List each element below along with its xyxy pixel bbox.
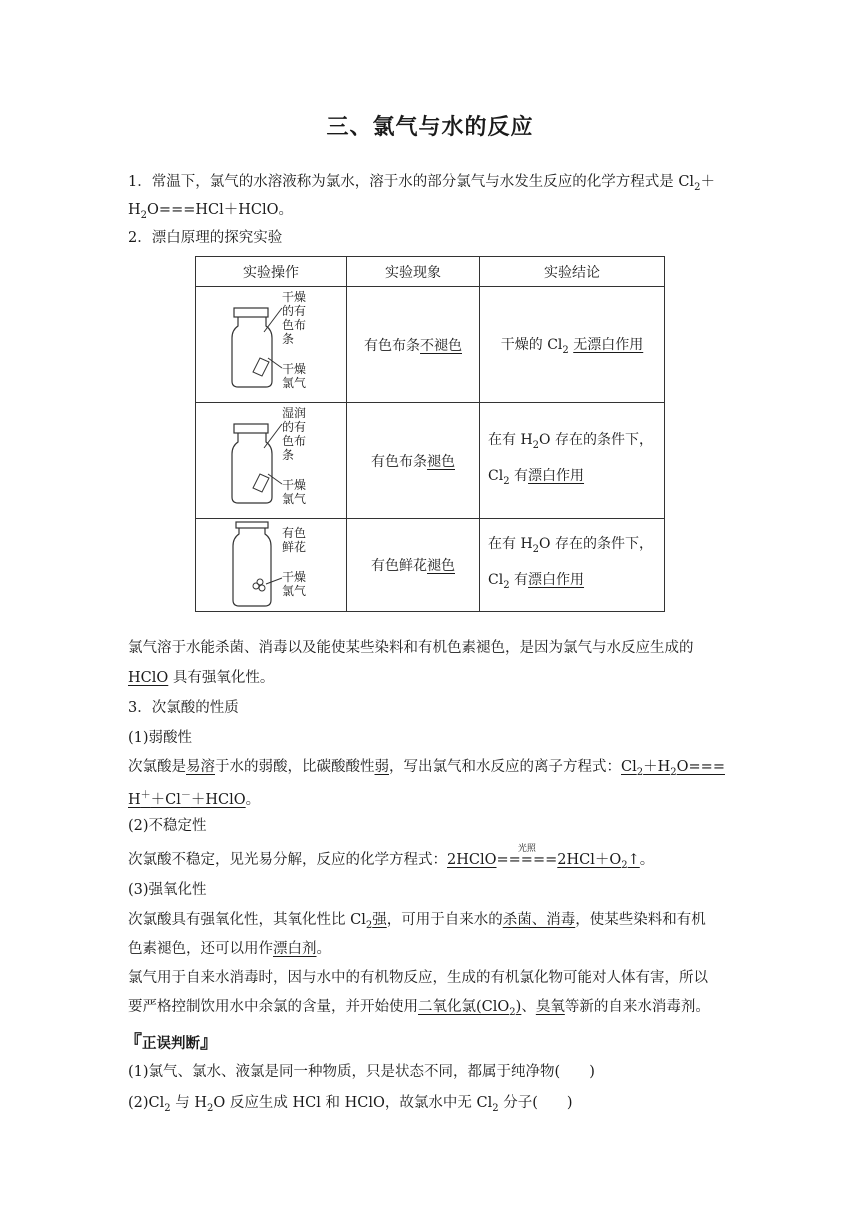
phenomenon-cell: 有色布条不褪色 xyxy=(347,287,480,403)
subsection-3-1-line-2: H＋＋Cl－＋HClO。 xyxy=(128,790,261,808)
bottle-figure xyxy=(196,404,346,518)
subsection-3-3-line-2: 色素褪色，还可以用作漂白剂。 xyxy=(128,941,331,957)
conclusion-cell: 在有 $H_2O$ 存在的条件下， $Cl_2$ 有漂白作用 xyxy=(480,519,665,612)
section-3-heading: 3．次氯酸的性质 xyxy=(128,700,239,716)
judgement-heading: 『正误判断』 xyxy=(124,1032,218,1053)
subsection-3-2-heading: (2)不稳定性 xyxy=(128,818,207,834)
operation-figure-cell xyxy=(196,287,347,403)
table-row xyxy=(196,287,665,403)
paragraph-1-line-2: $H_2O===HCl+HClO$。 xyxy=(128,202,294,221)
subsection-3-2-line: 次氯酸不稳定，见光易分解，反应的化学方程式：2HClO 光照 $=====2HCl+O_2↑$。 xyxy=(128,844,655,871)
section-title: 三、氯气与水的反应 xyxy=(326,115,534,140)
judgement-item-1: (1)氯气、氯水、液氯是同一种物质，只是状态不同，都属于纯净物( ) xyxy=(128,1064,595,1080)
operation-figure-cell xyxy=(196,519,347,612)
conclusion-cell: 干燥的 $Cl_2$ 无漂白作用 xyxy=(480,287,665,403)
phenomenon-cell: 有色布条褪色 xyxy=(347,403,480,519)
figure-label-bottom: 干燥 氯气 xyxy=(282,569,307,598)
figure-label-top: 干燥 的有 色布 条 xyxy=(282,289,307,346)
figure-label-bottom: 干燥 氯气 xyxy=(282,361,307,390)
experiment-table xyxy=(195,256,665,612)
bottle-figure xyxy=(196,520,346,611)
bottle-with-cloth-icon xyxy=(196,404,346,518)
table-header-cell: 实验操作 xyxy=(196,257,347,287)
subsection-3-1-heading: (1)弱酸性 xyxy=(128,730,193,746)
operation-figure-cell xyxy=(196,403,347,519)
table-header-cell: 实验现象 xyxy=(347,257,480,287)
table-row xyxy=(196,519,665,612)
figure-label-bottom: 干燥 氯气 xyxy=(282,477,307,506)
judgement-item-2: $(2)Cl_2$ 与 $H_2O$ 反应生成 HCl 和 HClO，故氯水中无 $Cl_2$ 分子( ) xyxy=(128,1095,573,1114)
figure-label-top: 有色 鲜花 xyxy=(282,525,307,554)
table-header-cell: 实验结论 xyxy=(480,257,665,287)
bottle-with-flower-icon xyxy=(196,520,346,611)
paragraph-3-line-2: HClO 具有强氧化性。 xyxy=(128,670,275,686)
paragraph-1-line-1: 1．常温下，氯气的水溶液称为氯水，溶于水的部分氯气与水发生反应的化学方程式是 $Cl_2+$ xyxy=(128,174,715,193)
subsection-3-1-line-1: 次氯酸是易溶于水的弱酸，比碳酸酸性弱，写出氯气和水反应的离子方程式：$Cl_2+H_2O===$ xyxy=(128,759,725,778)
paragraph-2-heading: 2．漂白原理的探究实验 xyxy=(128,230,283,246)
figure-label-top: 湿润 的有 色布 条 xyxy=(282,405,307,462)
table-header-row xyxy=(196,257,665,287)
bottle-with-cloth-icon xyxy=(196,288,346,402)
paragraph-4-line-1: 氯气用于自来水消毒时，因与水中的有机物反应，生成的有机氯化物可能对人体有害，所以 xyxy=(128,970,708,986)
paragraph-4-line-2: 要严格控制饮用水中余氯的含量，并开始使用二氧化氯(ClO$_2$)、臭氧等新的自来水消毒剂。 xyxy=(128,999,710,1018)
table-row xyxy=(196,403,665,519)
subsection-3-3-heading: (3)强氧化性 xyxy=(128,882,207,898)
conclusion-cell: 在有 $H_2O$ 存在的条件下， $Cl_2$ 有漂白作用 xyxy=(480,403,665,519)
subsection-3-3-line-1: 次氯酸具有强氧化性，其氧化性比 $Cl_2$强，可用于自来水的杀菌、消毒，使某些染料和有机 xyxy=(128,912,706,931)
paragraph-3-line-1: 氯气溶于水能杀菌、消毒以及能使某些染料和有机色素褪色，是因为氯气与水反应生成的 xyxy=(128,640,694,656)
bottle-figure xyxy=(196,288,346,402)
phenomenon-cell: 有色鲜花褪色 xyxy=(347,519,480,612)
